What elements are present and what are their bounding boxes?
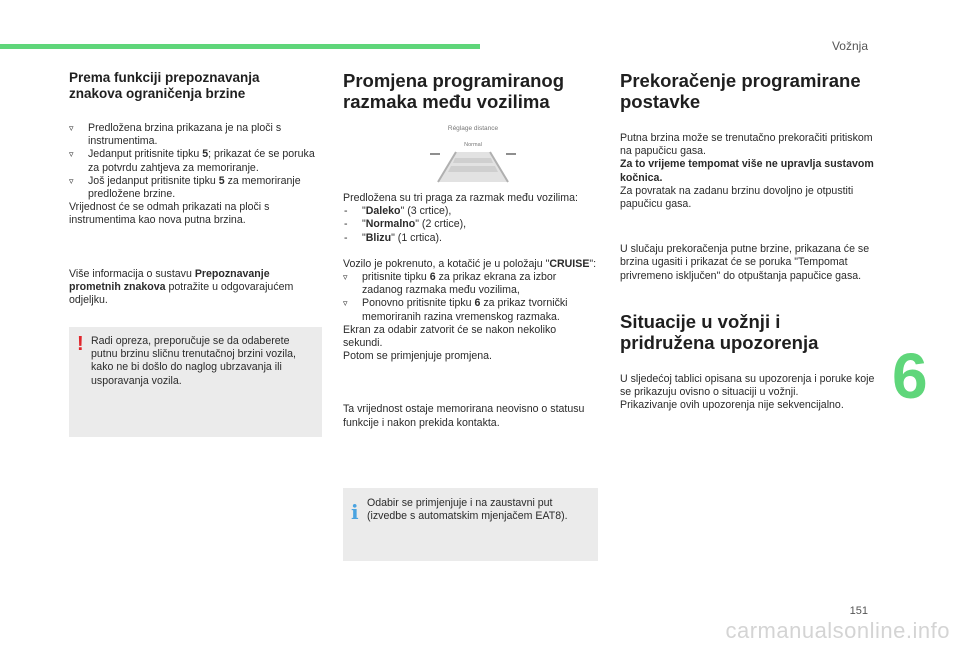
list-item: ▿ Jedanput pritisnite tipku 5; prikazat će se poruka za potvrdu zahtjeva za memoriranje. bbox=[69, 148, 315, 174]
warning-text: Radi opreza, preporučuje se da odaberete putnu brzinu sličnu trenutačnoj brzini vozila, kako ne bi došlo do naglog ubrzavanja ili usporavanja vozila. bbox=[91, 335, 296, 387]
bullet-icon: ▿ bbox=[343, 272, 348, 283]
list-item: - "Normalno" (2 crtice), bbox=[344, 218, 467, 231]
heading-distance: Promjena programiranog razmaka među vozilima bbox=[343, 70, 565, 112]
column-override bbox=[620, 70, 878, 412]
chapter-number: 6 bbox=[892, 340, 928, 412]
bullet-icon: ▿ bbox=[69, 123, 74, 133]
bullet-icon: ▿ bbox=[343, 298, 348, 309]
heading-override: Prekoračenje programirane postavke bbox=[620, 70, 861, 112]
heading-speed-limit: Prema funkciji prepoznavanja znakova ograničenja brzine bbox=[69, 70, 260, 101]
heading-situations: Situacije u vožnji i pridružena upozorenja bbox=[620, 310, 819, 353]
list-item: ▿ Predložena brzina prikazana je na ploči s instrumentima. bbox=[69, 122, 282, 148]
column-distance-body bbox=[343, 192, 598, 430]
bullet-icon: ▿ bbox=[69, 175, 74, 186]
paragraph: Potom se primjenjuje promjena. bbox=[343, 350, 492, 363]
section-title: Vožnja bbox=[831, 39, 868, 53]
paragraph: U slučaju prekoračenja putne brzine, prikazana će se brzina ugasiti i prikazat će se poruka "Tempomat privremeno isključen" do otpuštanja papučice gasa. bbox=[620, 243, 870, 282]
list-item: ▿ pritisnite tipku 6 za prikaz ekrana za izbor zadanog razmaka među vozilima, bbox=[343, 271, 557, 297]
paragraph: U sljedećoj tablici opisana su upozorenja i poruke koje se prikazuju ovisno o situaciji u vožnji. bbox=[620, 372, 875, 399]
warning-icon: ! bbox=[77, 333, 84, 355]
paragraph: Ta vrijednost ostaje memorirana neovisno o statusu funkcije i nakon prekida kontakta. bbox=[343, 403, 585, 429]
paragraph: Vrijednost će se odmah prikazati na ploči s instrumentima kao nova putna brzina. bbox=[69, 201, 270, 227]
list-item: - "Blizu" (1 crtica). bbox=[344, 231, 442, 244]
warning-box bbox=[69, 327, 322, 437]
paragraph: Vozilo je pokrenuto, a kotačić je u položaju "CRUISE": bbox=[343, 257, 597, 270]
list-item: ▿ Ponovno pritisnite tipku 6 za prikaz tvornički memoriranih razina vremenskog razmaka. bbox=[343, 297, 568, 323]
page-number: 151 bbox=[849, 605, 868, 617]
illus-label: Normal bbox=[464, 142, 482, 148]
paragraph: Za povratak na zadanu brzinu dovoljno je otpustiti papučicu gasa. bbox=[620, 184, 854, 211]
column-speed-limit bbox=[69, 70, 319, 307]
paragraph: Predložena su tri praga za razmak među vozilima: bbox=[343, 192, 578, 204]
paragraph-bold: Za to vrijeme tempomat više ne upravlja sustavom kočnica. bbox=[620, 158, 874, 184]
top-accent-bar bbox=[0, 44, 480, 49]
paragraph: Prikazivanje ovih upozorenja nije sekvencijalno. bbox=[620, 399, 844, 412]
illus-title: Réglage distance bbox=[447, 125, 499, 132]
info-icon: i bbox=[351, 500, 359, 524]
distance-bar-far bbox=[453, 158, 493, 163]
info-box bbox=[343, 488, 598, 561]
paragraph: Više informacija o sustavu Prepoznavanje prometnih znakova potražite u odgovarajućem odjeljku. bbox=[69, 267, 294, 307]
bullet-icon: ▿ bbox=[69, 149, 74, 160]
watermark: carmanualsonline.info bbox=[725, 618, 950, 643]
list-item: - "Daleko" (3 crtice), bbox=[344, 205, 452, 218]
paragraph: Ekran za odabir zatvorit će se nakon nekoliko sekundi. bbox=[343, 323, 557, 350]
list-item: ▿ Još jedanput pritisnite tipku 5 za memoriranje predložene brzine. bbox=[69, 174, 301, 201]
distance-setting-display bbox=[418, 122, 528, 184]
paragraph: Putna brzina može se trenutačno prekoračiti pritiskom na papučicu gasa. bbox=[620, 132, 873, 158]
distance-bar-near bbox=[448, 166, 498, 172]
info-text: Odabir se primjenjuje i na zaustavni put (izvedbe s automatskim mjenjačem EAT8). bbox=[367, 497, 568, 523]
